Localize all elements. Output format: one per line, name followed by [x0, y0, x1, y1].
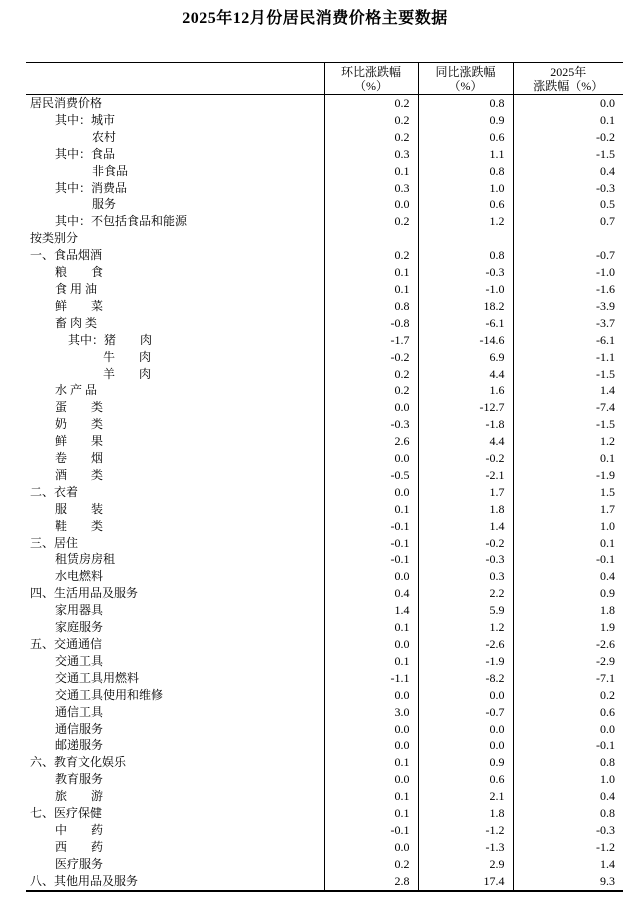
table-body: [26, 95, 623, 891]
ytd-value: -1.5: [513, 146, 623, 163]
table-row: [26, 332, 623, 349]
mom-value: -0.1: [324, 518, 418, 535]
header-yoy-line2: （%）: [448, 78, 483, 93]
row-label: 五、交通通信: [30, 637, 103, 651]
row-label: 通信工具: [55, 704, 104, 719]
row-label: 其中：不包括食品和能源: [55, 214, 188, 229]
table-row: [26, 298, 623, 315]
ytd-value: 0.8: [513, 805, 623, 822]
mom-value: 3.0: [324, 704, 418, 721]
yoy-value: -0.3: [418, 264, 513, 281]
yoy-value: -2.1: [418, 467, 513, 484]
table-row: [26, 112, 623, 129]
yoy-value: 2.9: [418, 856, 513, 873]
row-label: 粮 食: [55, 265, 104, 280]
table-row: [26, 535, 623, 552]
yoy-value: -1.9: [418, 653, 513, 670]
yoy-value: 0.3: [418, 568, 513, 585]
mom-value: 0.0: [324, 636, 418, 653]
table-row: [26, 585, 623, 602]
mom-value: 0.1: [324, 163, 418, 180]
table-row: [26, 704, 623, 721]
yoy-value: -8.2: [418, 670, 513, 687]
mom-value: 0.0: [324, 484, 418, 501]
yoy-value: 1.7: [418, 484, 513, 501]
ytd-value: -6.1: [513, 332, 623, 349]
ytd-value: -1.2: [513, 839, 623, 856]
mom-value: 0.2: [324, 382, 418, 399]
ytd-value: 0.9: [513, 585, 623, 602]
yoy-value: 2.2: [418, 585, 513, 602]
row-label: 鲜 菜: [55, 298, 104, 313]
header-ytd-line1: 2025年: [550, 64, 587, 79]
yoy-value: 6.9: [418, 349, 513, 366]
mom-value: 0.4: [324, 585, 418, 602]
ytd-value: -1.5: [513, 416, 623, 433]
ytd-value: 1.0: [513, 518, 623, 535]
yoy-value: 0.6: [418, 129, 513, 146]
row-label: 奶 类: [55, 417, 104, 432]
ytd-value: -7.4: [513, 399, 623, 416]
ytd-value: -2.6: [513, 636, 623, 653]
ytd-value: 0.8: [513, 754, 623, 771]
table-row: [26, 518, 623, 535]
table-row: [26, 619, 623, 636]
header-ytd-line2: 涨跌幅（%）: [533, 78, 604, 93]
mom-value: 0.2: [324, 213, 418, 230]
ytd-value: 1.4: [513, 382, 623, 399]
ytd-value: 0.5: [513, 196, 623, 213]
table-row: [26, 95, 623, 112]
row-label: 农村: [92, 129, 117, 144]
row-label: 其中：城市: [55, 112, 116, 127]
row-label: 交通工具用燃料: [55, 670, 140, 685]
table-row: [26, 163, 623, 180]
yoy-value: 1.2: [418, 213, 513, 230]
row-label: 医疗服务: [55, 856, 104, 871]
table-row: [26, 568, 623, 585]
yoy-value: 18.2: [418, 298, 513, 315]
mom-value: 0.2: [324, 129, 418, 146]
row-label: 六、教育文化娱乐: [30, 755, 127, 770]
row-label: 卷 烟: [55, 451, 104, 466]
yoy-value: [418, 230, 513, 247]
row-label: 家用器具: [55, 603, 104, 618]
row-label: 七、医疗保健: [30, 806, 103, 821]
table-row: [26, 721, 623, 738]
table-row: [26, 196, 623, 213]
header-yoy-line1: 同比涨跌幅: [435, 64, 496, 79]
mom-value: 0.2: [324, 856, 418, 873]
row-label: 其中：食品: [55, 146, 116, 161]
mom-value: 0.0: [324, 771, 418, 788]
ytd-value: -1.9: [513, 467, 623, 484]
mom-value: 0.3: [324, 146, 418, 163]
yoy-value: 1.1: [418, 146, 513, 163]
row-label: 服 装: [55, 501, 104, 516]
mom-value: 0.1: [324, 805, 418, 822]
yoy-value: 0.8: [418, 247, 513, 264]
yoy-value: -1.2: [418, 822, 513, 839]
row-label: 非食品: [92, 163, 129, 178]
table-row: [26, 754, 623, 771]
ytd-value: 0.4: [513, 788, 623, 805]
mom-value: -0.1: [324, 551, 418, 568]
row-label: 一、食品烟酒: [30, 248, 103, 263]
mom-value: -0.8: [324, 315, 418, 332]
ytd-value: -3.9: [513, 298, 623, 315]
header-mom-line2: （%）: [354, 78, 388, 93]
table-row: [26, 366, 623, 383]
header-yoy: [418, 63, 513, 95]
mom-value: 0.0: [324, 450, 418, 467]
yoy-value: 0.9: [418, 754, 513, 771]
table-row: [26, 129, 623, 146]
yoy-value: 1.6: [418, 382, 513, 399]
ytd-value: 0.4: [513, 163, 623, 180]
table-row: [26, 467, 623, 484]
cpi-table: [26, 62, 623, 892]
ytd-value: -2.9: [513, 653, 623, 670]
yoy-value: 0.9: [418, 112, 513, 129]
ytd-value: -0.3: [513, 180, 623, 197]
yoy-value: -2.6: [418, 636, 513, 653]
table-row: [26, 399, 623, 416]
yoy-value: 0.0: [418, 687, 513, 704]
table-row: [26, 247, 623, 264]
mom-value: 0.2: [324, 366, 418, 383]
table-row: [26, 873, 623, 891]
mom-value: 0.1: [324, 754, 418, 771]
ytd-value: 1.4: [513, 856, 623, 873]
ytd-value: 0.7: [513, 213, 623, 230]
mom-value: 0.2: [324, 95, 418, 112]
table-row: [26, 146, 623, 163]
mom-value: 0.1: [324, 264, 418, 281]
yoy-value: -1.8: [418, 416, 513, 433]
row-label: 西 药: [55, 839, 104, 854]
ytd-value: -1.5: [513, 366, 623, 383]
table-row: [26, 382, 623, 399]
row-label: 蛋 类: [55, 400, 104, 415]
yoy-value: 4.4: [418, 366, 513, 383]
row-label: 交通工具: [55, 653, 104, 668]
ytd-value: 0.0: [513, 721, 623, 738]
row-label: 四、生活用品及服务: [30, 586, 139, 601]
row-label: 邮递服务: [55, 738, 104, 753]
row-label: 酒 类: [55, 467, 104, 482]
table-row: [26, 822, 623, 839]
mom-value: 0.1: [324, 281, 418, 298]
ytd-value: 1.9: [513, 619, 623, 636]
ytd-value: 0.1: [513, 112, 623, 129]
table-row: [26, 180, 623, 197]
row-label: 三、居住: [30, 535, 79, 550]
ytd-value: -0.3: [513, 822, 623, 839]
table-row: [26, 264, 623, 281]
yoy-value: 4.4: [418, 433, 513, 450]
table-row: [26, 433, 623, 450]
row-label: 交通工具使用和维修: [55, 687, 164, 702]
row-label: 八、其他用品及服务: [30, 873, 139, 888]
row-label: 居民消费价格: [30, 96, 103, 110]
row-label: 家庭服务: [55, 620, 104, 635]
row-label: 畜 肉 类: [55, 315, 98, 330]
mom-value: -0.1: [324, 535, 418, 552]
mom-value: 2.8: [324, 873, 418, 891]
row-label: 羊 肉: [103, 366, 152, 381]
ytd-value: 0.2: [513, 687, 623, 704]
mom-value: 0.1: [324, 788, 418, 805]
ytd-value: -1.1: [513, 349, 623, 366]
yoy-value: -14.6: [418, 332, 513, 349]
row-label: 鞋 类: [55, 518, 104, 533]
table-row: [26, 653, 623, 670]
mom-value: 0.0: [324, 839, 418, 856]
table-row: [26, 315, 623, 332]
table-row: [26, 551, 623, 568]
ytd-value: [513, 230, 623, 247]
mom-value: -0.1: [324, 822, 418, 839]
mom-value: 0.3: [324, 180, 418, 197]
table-header: [26, 63, 623, 95]
table-row: [26, 213, 623, 230]
ytd-value: -3.7: [513, 315, 623, 332]
ytd-value: 0.1: [513, 535, 623, 552]
table-row: [26, 805, 623, 822]
mom-value: 0.0: [324, 687, 418, 704]
table-row: [26, 281, 623, 298]
ytd-value: -0.1: [513, 737, 623, 754]
yoy-value: -6.1: [418, 315, 513, 332]
table-row: [26, 771, 623, 788]
table-row: [26, 484, 623, 501]
mom-value: 0.1: [324, 619, 418, 636]
mom-value: -0.3: [324, 416, 418, 433]
table-row: [26, 670, 623, 687]
yoy-value: 0.0: [418, 737, 513, 754]
row-label: 牛 肉: [103, 349, 152, 364]
table-row: [26, 636, 623, 653]
ytd-value: 9.3: [513, 873, 623, 891]
ytd-value: 1.0: [513, 771, 623, 788]
table-row: [26, 856, 623, 873]
ytd-value: 1.2: [513, 433, 623, 450]
yoy-value: 17.4: [418, 873, 513, 891]
row-label: 按类别分: [30, 231, 79, 246]
table-row: [26, 349, 623, 366]
mom-value: -1.7: [324, 332, 418, 349]
header-mom: [324, 63, 418, 95]
ytd-value: -7.1: [513, 670, 623, 687]
yoy-value: 5.9: [418, 602, 513, 619]
table-row: [26, 501, 623, 518]
mom-value: 0.0: [324, 737, 418, 754]
row-label: 旅 游: [55, 789, 104, 804]
ytd-value: -1.0: [513, 264, 623, 281]
mom-value: 0.2: [324, 247, 418, 264]
row-label: 租赁房房租: [55, 552, 116, 567]
ytd-value: 1.8: [513, 602, 623, 619]
mom-value: 2.6: [324, 433, 418, 450]
mom-value: -0.2: [324, 349, 418, 366]
table-row: [26, 839, 623, 856]
mom-value: [324, 230, 418, 247]
yoy-value: 1.0: [418, 180, 513, 197]
row-label: 水 产 品: [55, 383, 98, 398]
row-label: 水电燃料: [55, 569, 104, 584]
row-label: 通信服务: [55, 721, 104, 736]
mom-value: 0.8: [324, 298, 418, 315]
ytd-value: 0.4: [513, 568, 623, 585]
row-label: 教育服务: [55, 772, 104, 787]
yoy-value: 0.8: [418, 95, 513, 112]
yoy-value: -0.2: [418, 450, 513, 467]
yoy-value: -1.3: [418, 839, 513, 856]
yoy-value: -0.3: [418, 551, 513, 568]
mom-value: 0.0: [324, 568, 418, 585]
mom-value: 0.0: [324, 399, 418, 416]
yoy-value: 0.6: [418, 196, 513, 213]
table-row: [26, 450, 623, 467]
table-row: [26, 230, 623, 247]
ytd-value: 0.6: [513, 704, 623, 721]
mom-value: 0.1: [324, 653, 418, 670]
yoy-value: -0.2: [418, 535, 513, 552]
row-label: 鲜 果: [55, 434, 104, 449]
yoy-value: 2.1: [418, 788, 513, 805]
yoy-value: -0.7: [418, 704, 513, 721]
header-mom-line1: 环比涨跌幅: [340, 64, 401, 79]
table-row: [26, 687, 623, 704]
yoy-value: 0.8: [418, 163, 513, 180]
row-label: 其中：消费品: [55, 180, 128, 195]
mom-value: 0.0: [324, 721, 418, 738]
yoy-value: 1.8: [418, 805, 513, 822]
yoy-value: 1.2: [418, 619, 513, 636]
row-label: 中 药: [55, 822, 104, 837]
yoy-value: -12.7: [418, 399, 513, 416]
mom-value: 0.1: [324, 501, 418, 518]
ytd-value: 0.0: [513, 95, 623, 112]
table-row: [26, 416, 623, 433]
mom-value: 0.0: [324, 196, 418, 213]
ytd-value: 1.5: [513, 484, 623, 501]
ytd-value: -0.2: [513, 129, 623, 146]
header-blank-cell: [26, 63, 324, 95]
row-label: 其中：猪 肉: [68, 332, 153, 347]
ytd-value: -1.6: [513, 281, 623, 298]
mom-value: -1.1: [324, 670, 418, 687]
ytd-value: -0.1: [513, 551, 623, 568]
ytd-value: 0.1: [513, 450, 623, 467]
page-title: 2025年12月份居民消费价格主要数据: [182, 10, 448, 27]
table-row: [26, 788, 623, 805]
table-row: [26, 737, 623, 754]
row-label: 服务: [92, 197, 117, 212]
yoy-value: 0.6: [418, 771, 513, 788]
header-row: [26, 63, 623, 95]
row-label: 食 用 油: [55, 281, 98, 296]
yoy-value: 1.8: [418, 501, 513, 518]
ytd-value: 1.7: [513, 501, 623, 518]
table-row: [26, 602, 623, 619]
mom-value: 0.2: [324, 112, 418, 129]
mom-value: 1.4: [324, 602, 418, 619]
header-ytd: [513, 63, 623, 95]
yoy-value: -1.0: [418, 281, 513, 298]
row-label: 二、衣着: [30, 484, 79, 499]
yoy-value: 0.0: [418, 721, 513, 738]
yoy-value: 1.4: [418, 518, 513, 535]
mom-value: -0.5: [324, 467, 418, 484]
ytd-value: -0.7: [513, 247, 623, 264]
